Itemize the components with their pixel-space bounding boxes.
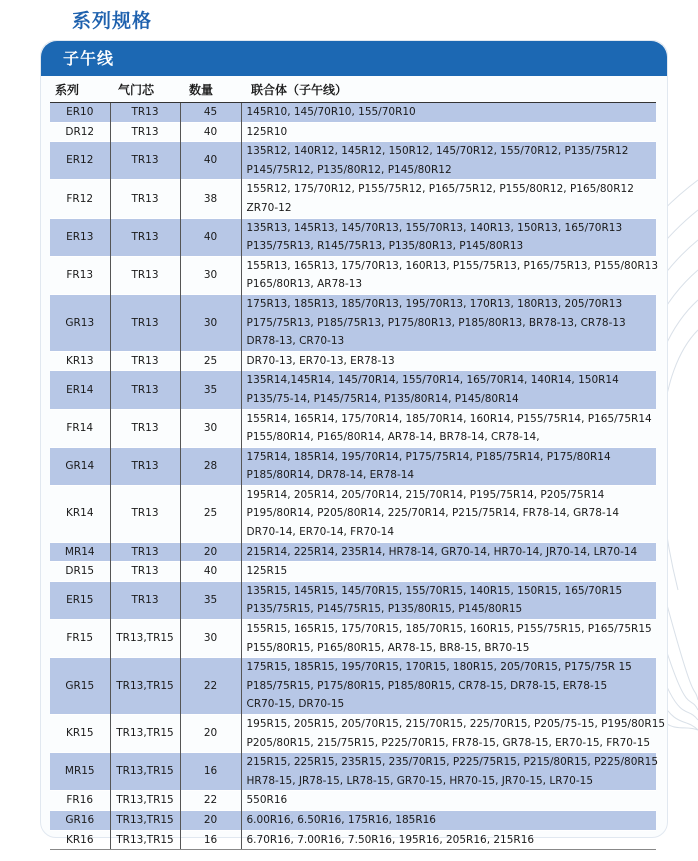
combo-line: P175/75R13, P185/75R13, P175/80R13, P185/80R13, BR78-13, CR78-13 (246, 316, 626, 329)
combo-line: 155R15, 165R15, 175/70R15, 185/70R15, 160R15, P155/75R15, P165/75R15 (246, 623, 652, 636)
combo-line: 135R12, 140R12, 145R12, 150R12, 145/70R12, 155/70R12, P135/75R12 (246, 145, 629, 158)
combo-line: P135/75R15, P145/75R15, P135/80R15, P145/80R15 (246, 603, 523, 616)
table-row (50, 810, 656, 830)
combo-cell (241, 830, 656, 850)
header-valve: 气门芯 (110, 76, 180, 103)
table-row (50, 753, 656, 791)
quantity-cell: 20 (180, 542, 241, 562)
valve-cell: TR13,TR15 (110, 753, 180, 791)
table-row (50, 658, 656, 715)
series-cell: KR14 (65, 507, 94, 520)
series-cell: MR15 (50, 753, 110, 791)
table-row (50, 103, 656, 123)
series-cell: GR15 (50, 658, 110, 715)
combo-line: 195R14, 205R14, 205/70R14, 215/70R14, P195/75R14, P205/75R14 (246, 488, 605, 501)
valve-cell: TR13,TR15 (110, 791, 180, 811)
combo-cell (241, 142, 656, 180)
series-cell: FR13 (66, 269, 94, 282)
quantity-cell: 30 (203, 269, 218, 282)
combo-line: ZR70-12 (246, 201, 292, 214)
combo-line: CR70-15, DR70-15 (246, 698, 345, 711)
combo-cell (241, 715, 666, 753)
spec-card (40, 40, 668, 846)
valve-cell: TR13 (110, 447, 180, 485)
quantity-cell: 25 (203, 507, 218, 520)
combo-line: 145R10, 145/70R10, 155/70R10 (246, 106, 416, 118)
combo-line: 6.70R16, 7.00R16, 7.50R16, 195R16, 205R16, 215R16 (246, 833, 535, 846)
combo-cell (241, 791, 656, 811)
combo-line: 135R15, 145R15, 145/70R15, 155/70R15, 140R15, 150R15, 165/70R15 (246, 584, 623, 597)
combo-cell (241, 256, 659, 294)
series-cell: ER13 (50, 218, 110, 256)
combo-cell (241, 562, 656, 582)
valve-cell: TR13 (110, 294, 180, 351)
valve-cell: TR13 (110, 581, 180, 619)
valve-cell: TR13 (110, 256, 180, 294)
series-cell: ER14 (50, 371, 110, 409)
quantity-cell: 35 (180, 371, 241, 409)
combo-cell (241, 658, 656, 715)
combo-line: 215R14, 225R14, 235R14, HR78-14, GR70-14, HR70-14, JR70-14, LR70-14 (246, 545, 638, 558)
page-title: 系列规格 (72, 10, 153, 32)
combo-line: 175R13, 185R13, 185/70R13, 195/70R13, 170R13, 180R13, 205/70R13 (246, 297, 623, 310)
valve-cell: TR13 (110, 103, 180, 123)
combo-line: P205/80R15, 215/75R15, P225/70R15, FR78-15, GR78-15, ER70-15, FR70-15 (246, 736, 651, 749)
series-cell: GR13 (50, 294, 110, 351)
combo-cell (241, 371, 656, 409)
table-row (50, 294, 656, 351)
valve-cell: TR13 (110, 542, 180, 562)
combo-cell (241, 753, 659, 791)
combo-cell (241, 294, 656, 351)
table-row (50, 122, 656, 142)
section-title: 子午线 (41, 41, 667, 76)
series-cell: GR14 (50, 447, 110, 485)
table-row (50, 830, 656, 850)
quantity-cell: 28 (180, 447, 241, 485)
combo-line: 135R13, 145R13, 145/70R13, 155/70R13, 140R13, 150R13, 165/70R13 (246, 221, 623, 234)
combo-cell (241, 542, 656, 562)
combo-line: P145/75R12, P135/80R12, P145/80R12 (246, 163, 452, 176)
valve-cell: TR13 (110, 218, 180, 256)
quantity-cell: 22 (203, 794, 218, 807)
combo-cell (241, 409, 656, 447)
valve-cell: TR13 (110, 371, 180, 409)
table-row (50, 620, 656, 658)
quantity-cell: 40 (203, 125, 218, 138)
quantity-cell: 38 (203, 192, 218, 205)
quantity-cell: 35 (180, 581, 241, 619)
combo-line: 155R13, 165R13, 175/70R13, 160R13, P155/75R13, P165/75R13, P155/80R13 (246, 259, 659, 272)
combo-line: P135/75-14, P145/75R14, P135/80R14, P145/80R14 (246, 392, 519, 405)
combo-cell (241, 620, 656, 658)
table-row (50, 351, 656, 371)
valve-cell: TR13 (110, 562, 180, 582)
quantity-cell: 40 (180, 142, 241, 180)
table-header-row (50, 76, 656, 103)
valve-cell: TR13 (110, 485, 180, 542)
combo-line: DR78-13, CR70-13 (246, 335, 345, 348)
table-row (50, 542, 656, 562)
combo-line: HR78-15, JR78-15, LR78-15, GR70-15, HR70-15, JR70-15, LR70-15 (246, 774, 594, 787)
table-row (50, 581, 656, 619)
table-row (50, 180, 656, 218)
series-cell: FR12 (66, 192, 94, 205)
series-cell: FR16 (66, 794, 94, 807)
combo-line: P155/80R15, P165/80R15, AR78-15, BR8-15, BR70-15 (246, 641, 530, 654)
combo-line: P135/75R13, R145/75R13, P135/80R13, P145/80R13 (246, 240, 524, 253)
combo-line: 125R15 (246, 565, 288, 578)
combo-line: DR70-14, ER70-14, FR70-14 (246, 526, 395, 539)
combo-cell (241, 485, 656, 542)
series-cell: KR13 (65, 354, 94, 367)
quantity-cell: 30 (180, 294, 241, 351)
combo-line: P165/80R13, AR78-13 (246, 278, 363, 291)
quantity-cell: 40 (180, 218, 241, 256)
series-cell: KR15 (65, 727, 94, 740)
series-cell: FR14 (66, 421, 94, 434)
quantity-cell: 20 (203, 727, 218, 740)
combo-cell (241, 351, 656, 371)
table-row (50, 715, 656, 753)
table-row (50, 256, 656, 294)
valve-cell: TR13,TR15 (110, 810, 180, 830)
combo-line: DR70-13, ER70-13, ER78-13 (246, 354, 395, 367)
table-row (50, 447, 656, 485)
quantity-cell: 40 (203, 565, 218, 578)
combo-cell (241, 810, 656, 830)
valve-cell: TR13,TR15 (110, 715, 180, 753)
spec-table (50, 76, 666, 850)
combo-line: P195/80R14, P205/80R14, 225/70R14, P215/75R14, FR78-14, GR78-14 (246, 507, 620, 520)
series-cell: GR16 (50, 810, 110, 830)
combo-cell (241, 180, 656, 218)
quantity-cell: 30 (203, 632, 218, 645)
valve-cell: TR13 (110, 122, 180, 142)
series-cell: DR15 (65, 565, 95, 578)
combo-line: 155R12, 175/70R12, P155/75R12, P165/75R12, P155/80R12, P165/80R12 (246, 183, 634, 196)
combo-line: 155R14, 165R14, 175/70R14, 185/70R14, 160R14, P155/75R14, P165/75R14 (246, 412, 652, 425)
quantity-cell: 45 (180, 103, 241, 123)
series-cell: DR12 (65, 125, 95, 138)
combo-line: 125R10 (246, 125, 288, 138)
table-row (50, 485, 656, 542)
table-row (50, 142, 656, 180)
valve-cell: TR13,TR15 (110, 658, 180, 715)
combo-line: 175R14, 185R14, 195/70R14, P175/75R14, P185/75R14, P175/80R14 (246, 450, 611, 463)
valve-cell: TR13 (110, 142, 180, 180)
combo-line: 195R15, 205R15, 205/70R15, 215/70R15, 225/70R15, P205/75-15, P195/80R15 (246, 718, 666, 730)
table-row (50, 562, 656, 582)
combo-cell (241, 218, 656, 256)
table-row (50, 371, 656, 409)
combo-line: P185/80R14, DR78-14, ER78-14 (246, 469, 415, 482)
header-series: 系列 (50, 76, 110, 103)
table-row (50, 409, 656, 447)
combo-line: 175R15, 185R15, 195/70R15, 170R15, 180R15, 205/70R15, P175/75R 15 (246, 661, 632, 674)
valve-cell: TR13,TR15 (110, 830, 180, 850)
combo-line: 135R14,145R14, 145/70R14, 155/70R14, 165/70R14, 140R14, 150R14 (246, 374, 619, 387)
series-cell: FR15 (66, 632, 94, 645)
valve-cell: TR13 (110, 409, 180, 447)
series-cell: KR16 (50, 830, 110, 850)
header-combo: 联合体（子午线） (241, 76, 656, 103)
table-row (50, 791, 656, 811)
combo-line: 6.00R16, 6.50R16, 175R16, 185R16 (246, 813, 436, 826)
combo-line: P155/80R14, P165/80R14, AR78-14, BR78-14, CR78-14, (246, 431, 540, 444)
combo-line: 215R15, 225R15, 235R15, 235/70R15, P225/75R15, P215/80R15, P225/80R15 (246, 756, 659, 769)
series-cell: ER12 (50, 142, 110, 180)
series-cell: ER15 (50, 581, 110, 619)
combo-cell (241, 122, 656, 142)
table-row (50, 218, 656, 256)
table-body (50, 103, 666, 850)
series-cell: MR14 (50, 542, 110, 562)
valve-cell: TR13,TR15 (110, 620, 180, 658)
combo-cell (241, 447, 656, 485)
quantity-cell: 16 (180, 753, 241, 791)
valve-cell: TR13 (110, 351, 180, 371)
combo-line: 550R16 (246, 794, 288, 807)
quantity-cell: 30 (203, 421, 218, 434)
series-cell: ER10 (50, 103, 110, 123)
quantity-cell: 16 (180, 830, 241, 850)
quantity-cell: 25 (203, 354, 218, 367)
combo-line: P185/75R15, P175/80R15, P185/80R15, CR78-15, DR78-15, ER78-15 (246, 679, 608, 692)
quantity-cell: 20 (180, 810, 241, 830)
combo-cell (241, 103, 656, 123)
quantity-cell: 22 (180, 658, 241, 715)
valve-cell: TR13 (110, 180, 180, 218)
header-qty: 数量 (180, 76, 241, 103)
combo-cell (241, 581, 656, 619)
